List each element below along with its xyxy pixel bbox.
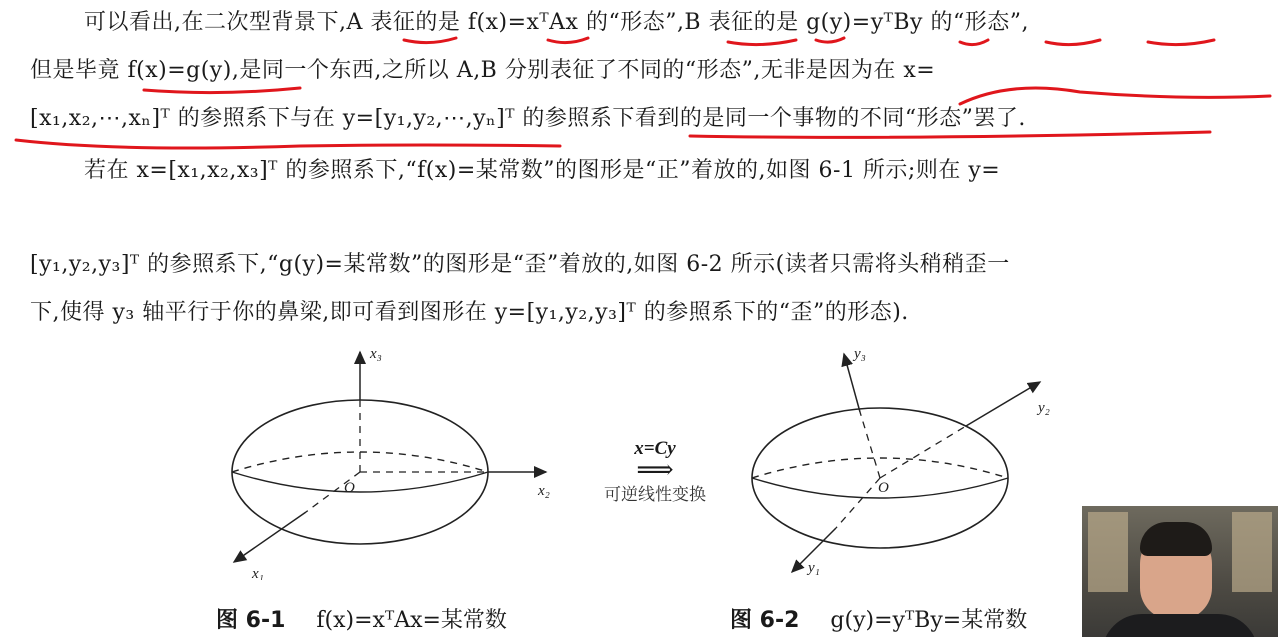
webcam-overlay [1082,506,1278,637]
presenter-shirt [1102,614,1258,637]
y2-label: y₂ [1038,400,1050,416]
underline-B [816,38,844,42]
underline-fx [548,38,588,43]
x3-label: x₃ [370,346,382,362]
caption-6-2 [730,603,1027,634]
y2-axis-inner [880,426,966,478]
paragraph-line-6: 下,使得 y₃ 轴平行于你的鼻梁,即可看到图形在 y=[y₁,y₂,y₃]ᵀ 的参照系下的“歪”的形态). [30,300,909,325]
underline-g [960,40,988,45]
linear-transform-label [580,438,730,505]
y2-axis [966,382,1040,426]
figure-6-1 [220,340,560,580]
y3-label: y₃ [854,346,866,362]
x2-label: x₂ [538,483,550,499]
caption-6-1 [216,603,507,634]
underline-shape-1 [728,40,796,45]
y1-axis-inner [836,478,880,528]
caption-6-2-number: 图 6-2 [730,608,800,633]
transform-equation: x=Cy [634,438,676,459]
underline-shape-2 [1148,40,1214,45]
underline-long-frame [16,140,560,148]
paragraph-line-3: [x₁,x₂,⋯,xₙ]ᵀ 的参照系下与在 y=[y₁,y₂,⋯,yₙ]ᵀ 的参照系下看到的是同一个事物的不同“形态”罢了. [30,106,1026,131]
transform-text: 可逆线性变换 [604,485,706,505]
paragraph-line-4: 若在 x=[x₁,x₂,x₃]ᵀ 的参照系下,“f(x)=某常数”的图形是“正”着放的,如图 6-1 所示;则在 y= [84,158,1001,183]
equator-back-2 [752,458,1008,478]
paragraph-line-1: 可以看出,在二次型背景下,A 表征的是 f(x)=xᵀAx 的“形态”,B 表征的是 g(y)=yᵀBy 的“形态”, [84,10,1029,35]
caption-6-1-number: 图 6-1 [216,608,286,633]
paragraph-line-5: [y₁,y₂,y₃]ᵀ 的参照系下,“g(y)=某常数”的图形是“歪”着放的,如图 6-2 所示(读者只需将头稍稍歪一 [30,252,1010,277]
x1-axis [234,512,306,562]
equator-front [232,472,488,492]
underline-yuanyin [960,88,1270,104]
underline-yTBy [1046,40,1100,45]
origin-label-1: O [344,480,355,496]
y1-label: y₁ [808,560,820,576]
caption-6-1-equation: f(x)=xᵀAx=某常数 [316,608,507,633]
y3-axis-inner [860,412,880,478]
caption-6-2-equation: g(y)=yᵀBy=某常数 [830,608,1028,633]
figure-6-2 [740,340,1080,580]
underline-fx-eq-gy [144,88,300,93]
paragraph-line-2: 但是毕竟 f(x)=g(y),是同一个东西,之所以 A,B 分别表征了不同的“形态”,无非是因为在 x= [30,58,936,83]
y3-axis [844,354,860,412]
bookshelf-left [1088,512,1128,592]
presenter-hair [1140,522,1212,556]
x1-label: x₁ [252,566,264,580]
double-arrow-icon: ⟹ [636,455,674,485]
bookshelf-right [1232,512,1272,592]
origin-label-2: O [878,480,889,496]
underline-A [404,38,456,43]
